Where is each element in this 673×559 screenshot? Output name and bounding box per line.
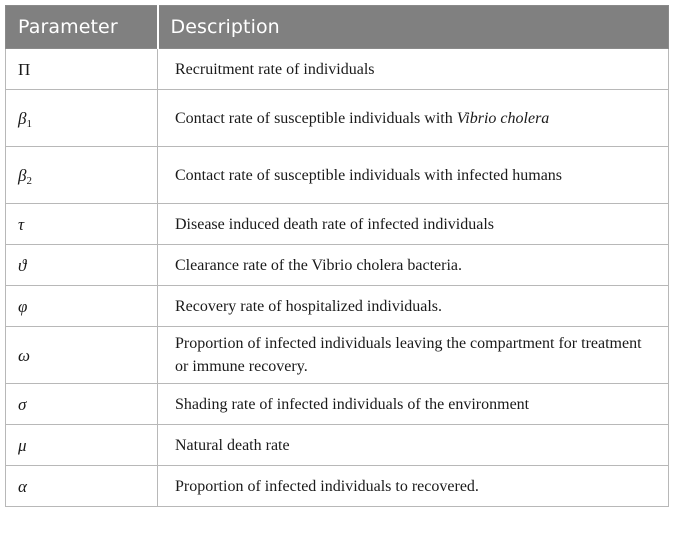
symbol-text: σ	[18, 394, 27, 414]
symbol-text: μ	[18, 435, 27, 455]
parameter-description	[158, 286, 669, 327]
parameter-symbol	[6, 384, 158, 425]
table-row	[6, 466, 669, 507]
table-row	[6, 384, 669, 425]
table-row	[6, 49, 669, 90]
description-text: Natural death rate	[175, 436, 290, 454]
parameter-description	[158, 425, 669, 466]
description-italic: Vibrio cholera	[456, 109, 550, 127]
table-row	[6, 147, 669, 204]
symbol-text: ω	[18, 345, 31, 365]
table-row	[6, 327, 669, 384]
table-body	[6, 49, 669, 507]
table-row	[6, 204, 669, 245]
parameter-symbol	[6, 466, 158, 507]
parameter-symbol	[6, 90, 158, 147]
parameter-description	[158, 384, 669, 425]
parameter-description	[158, 204, 669, 245]
description-text: Recruitment rate of individuals	[175, 60, 375, 78]
header-row	[6, 6, 669, 49]
parameter-symbol	[6, 327, 158, 384]
symbol-text: Π	[18, 59, 31, 79]
parameter-description	[158, 327, 669, 384]
parameter-table	[5, 5, 669, 507]
parameter-description	[158, 90, 669, 147]
parameter-symbol	[6, 245, 158, 286]
symbol-text: β	[18, 108, 27, 128]
symbol-subscript: 1	[26, 117, 32, 130]
parameter-symbol	[6, 147, 158, 204]
parameter-description	[158, 49, 669, 90]
symbol-text: τ	[18, 214, 25, 234]
symbol-text: ϑ	[18, 255, 27, 275]
parameter-symbol	[6, 49, 158, 90]
table-row	[6, 90, 669, 147]
description-text: Contact rate of susceptible individuals with	[175, 109, 457, 127]
header-parameter: Parameter	[6, 6, 158, 49]
table-row	[6, 425, 669, 466]
description-text: Disease induced death rate of infected individuals	[175, 215, 494, 233]
parameter-description	[158, 466, 669, 507]
description-text: Proportion of infected individuals leaving the compartment for treatment or immune recovery.	[175, 335, 642, 375]
description-text: Proportion of infected individuals to recovered.	[175, 477, 479, 495]
symbol-text: α	[18, 476, 27, 496]
table-row	[6, 245, 669, 286]
parameter-description	[158, 147, 669, 204]
parameter-symbol	[6, 204, 158, 245]
table-row	[6, 286, 669, 327]
description-text: Contact rate of susceptible individuals with infected humans	[175, 166, 563, 184]
table-header	[6, 6, 669, 49]
symbol-text: β	[18, 165, 27, 185]
description-text: Shading rate of infected individuals of the environment	[175, 395, 530, 413]
parameter-symbol	[6, 286, 158, 327]
header-description: Description	[158, 6, 669, 49]
parameter-symbol	[6, 425, 158, 466]
symbol-subscript: 2	[26, 174, 32, 187]
description-text: Clearance rate of the Vibrio cholera bacteria.	[175, 256, 463, 274]
symbol-text: φ	[18, 296, 28, 316]
parameter-description	[158, 245, 669, 286]
description-text: Recovery rate of hospitalized individuals.	[175, 297, 443, 315]
